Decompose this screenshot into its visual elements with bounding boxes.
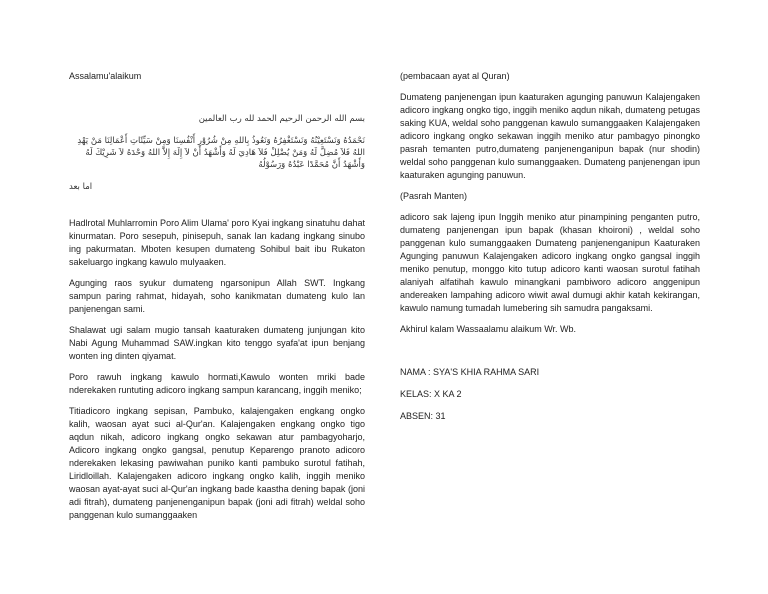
paragraph-closing-ceremony: adicoro sak lajeng ipun Inggih meniko atur pinampining penganten putro, dumateng panjenengan ipun bapak (khasan khoironi) , weldal soho panggenan kulo sumanggaaken Dumateng panjenenganipun Kaaturaken Agunging panuwun Kalajengaken adicoro ingkang ongko gangsal inggih meniko penutup, monggo kito tutup adicoro kanti waosan surotul fatihah alaniyah alfatihah kawulo minangkani pambiworo adicoro anggenipun andereaken lampahing adicoro wiwit awal dumugi akhir katah kekirangan, kawulo namung tumadah lumebering sih samudra pangaksami. <box>400 212 700 313</box>
closing-salam: Akhirul kalam Wassaalamu alaikum Wr. Wb. <box>400 324 577 334</box>
student-absen: ABSEN: 31 <box>400 411 446 421</box>
heading-pasrah-manten: (Pasrah Manten) <box>400 191 468 201</box>
heading-quran-reading: (pembacaan ayat al Quran) <box>400 71 510 81</box>
left-column <box>69 70 365 522</box>
student-class: KELAS: X KA 2 <box>400 389 462 399</box>
paragraph-marriage-contract: Dumateng panjenengan ipun kaaturaken agunging panuwun Kalajengaken adicoro ingkang ongko tigo, inggih meniko aqdun nikah, dumateng petugas saking KUA, weldal soho panggenan kawulo sumanggaaken Kalajengaken adicoro ingkang ongko sekawan inggih meniko atur pambagyo pinongko pasrah temanten putro,dumateng panjenenganipun bapak (nur shodin) weldal soho panggenan kulo sumanggaaken. Dumateng panjenengan ipun kaaturaken agunging panuwun. <box>400 92 700 180</box>
paragraph-shalawat: Shalawat ugi salam mugio tansah kaaturaken dumateng junjungan kito Nabi Agung Muhammad SAW.ingkan kito tenggo syafa'at ipun benjang wonten ing dinten qiyamat. <box>69 325 365 361</box>
paragraph-greetings: Hadlrotal Muhlarromin Poro Alim Ulama' poro Kyai ingkang sinatuhu dahat kinurmatan. Poro sesepuh, pinisepuh, sanak lan kadang ingkang sinubo ing pakurmatan. Mboten kesupen dumateng Sohibul bait ibu Rukaton sakeluargo ingkang kawulo mulyaaken. <box>69 218 365 267</box>
student-name: NAMA : SYA'S KHIA RAHMA SARI <box>400 367 540 377</box>
greeting: Assalamu'alaikum <box>69 71 142 81</box>
arabic-opening: نَحْمَدُهُ وَنَسْتَعِيْنُهُ وَنَسْتَغْفِرُهُ وَنَعُوذُ بِاللهِ مِنْ شُرُوْرِ أَنْفُسِنَا وَمِنْ سَيِّئَاتِ أَعْمَالِنَا مَنْ يَهْدِ اللهُ فَلاَ مُضِلَّ لَهُ وَمَنْ يُضْلِلْ فَلاَ هَادِيَ لَهُ وَأَشْهَدُ أَنْ لاَ إِلَهَ إِلاَّ اللهُ وَحْدَهُ لاَ شَرِيْكَ لَهُ وَأَشْهَدُ أَنَّ مُحَمَّدًا عَبْدُهُ وَرَسُوْلُهُ <box>77 136 365 170</box>
arabic-amma-badu: اما بعد <box>69 182 93 192</box>
right-column <box>400 70 700 423</box>
paragraph-guests: Poro rawuh ingkang kawulo hormati,Kawulo wonten mriki bade nderekaken runtuting adicoro ingkang sampun karancang, inggih meniko; <box>69 372 365 395</box>
arabic-basmalah: بسم الله الرحمن الرحيم الحمد لله رب العالمين <box>198 114 365 124</box>
paragraph-gratitude: Agunging raos syukur dumateng ngarsonipun Allah SWT. Ingkang sampun paring rahmat, hidayah, soho kanikmatan dumateng kulo lan panjenengan sami. <box>69 278 365 314</box>
paragraph-agenda: Titiadicoro ingkang sepisan, Pambuko, kalajengaken engkang ongko kalih, waosan ayat suci al-Qur'an. Kalajengaken engkang ongko tigo aqdun nikah, adicoro ingkang ongko sekawan atur pambagyoharjo, Adicoro ingkang ongko gangsal, penutup Keparengo pranoto adicoro nderekaken lekasing pawiwahan puniko kanti pambuko surotul fatihah, Liridloillah. Kalajengaken adicoro ingkang ongko kalih, inggih meniko waosan ayat-ayat suci al-Qur'an ingkang bade kaastha dening bapak (joni adi fitrah), dumateng panjenenganipun bapak (joni adi fitrah) weldal soho panggenan kulo sumanggaaken <box>69 406 365 520</box>
